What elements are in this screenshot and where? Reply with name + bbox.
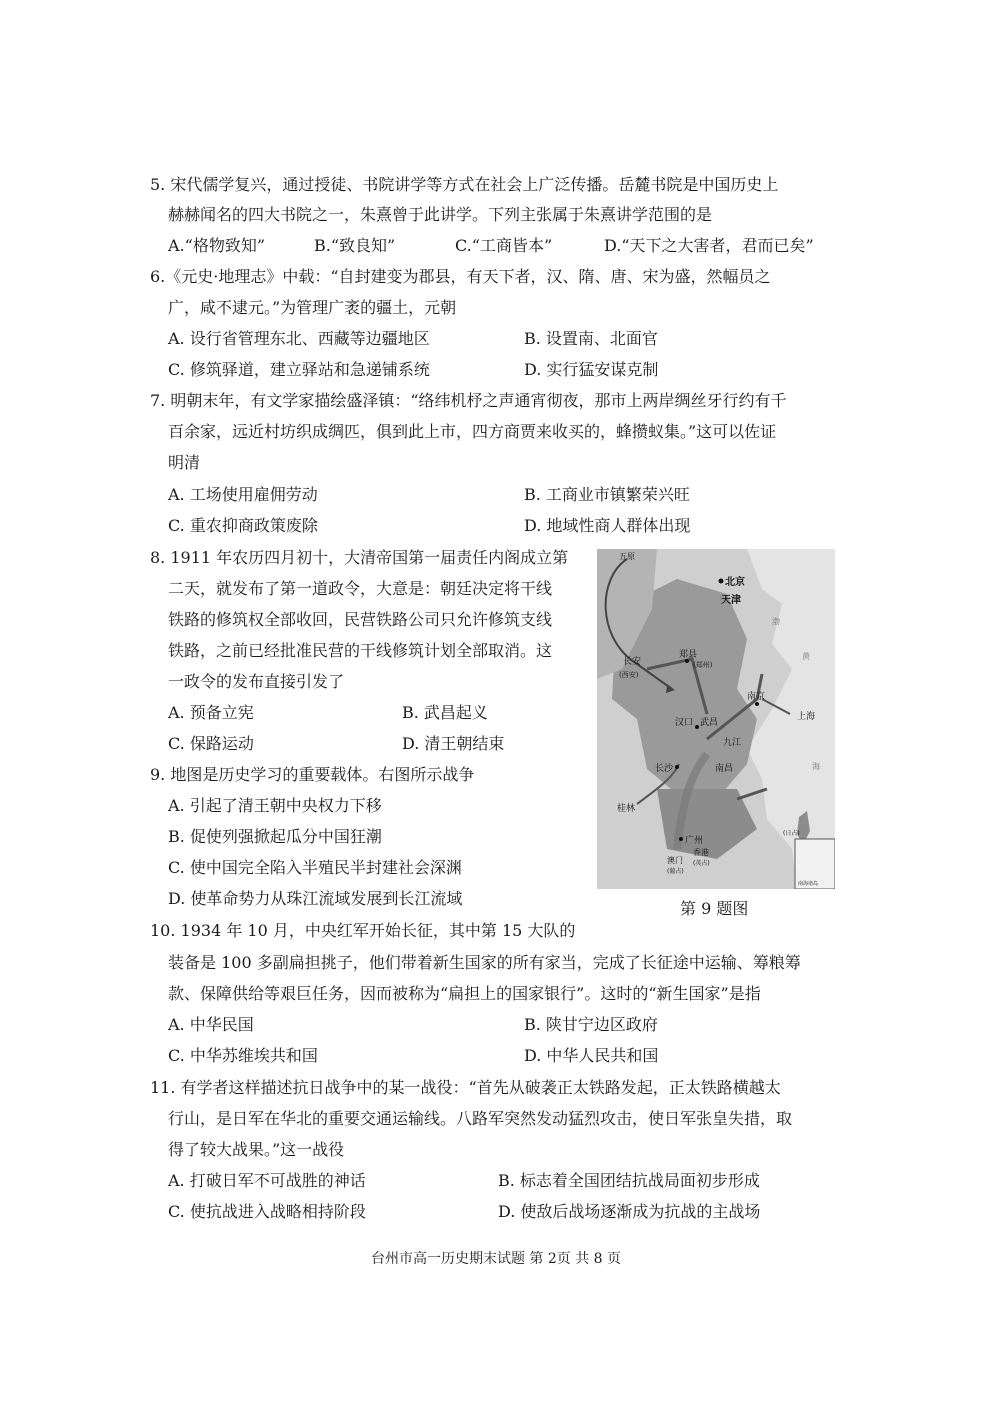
q6-stem-line-1: 6.《元史·地理志》中载：“自封建变为郡县，有天下者，汉、隋、唐、宋为盛，然幅员之 — [150, 267, 771, 286]
q7-option-c: C. 重农抑商政策废除 — [168, 516, 318, 535]
guangzhou-marker — [679, 837, 683, 841]
map-label-jiujiang: 九江 — [723, 738, 742, 748]
q8-option-a: A. 预备立宪 — [168, 703, 254, 722]
q8-stem-line-1: 8. 1911 年农历四月初十，大清帝国第一届责任内阁成立第 — [150, 548, 569, 567]
map-label-sea-1: 渤 — [772, 617, 780, 626]
q9-option-a: A. 引起了清王朝中央权力下移 — [168, 796, 382, 815]
q8-option-c: C. 保路运动 — [168, 734, 254, 753]
q11-option-a: A. 打破日军不可战胜的神话 — [168, 1171, 366, 1190]
map-label-zhengxian: 郑县 — [679, 650, 698, 660]
map-label-xianggang: 香港 — [693, 848, 709, 857]
map-label-xianggang-sub: (英占) — [693, 860, 710, 867]
q10-stem-line-3: 款、保障供给等艰巨任务，因而被称为“扁担上的国家银行”。这时的“新生国家”是指 — [168, 984, 761, 1003]
q10-stem-line-2: 装备是 100 多副扁担挑子，他们带着新生国家的所有家当，完成了长征途中运输、筹粮筹 — [168, 953, 801, 972]
q11-stem-line-2: 行山，是日军在华北的重要交通运输线。八路军突然发动猛烈攻击，使日军张皇失措，取 — [168, 1109, 793, 1128]
q5-stem-line-2: 赫赫闻名的四大书院之一，朱熹曾于此讲学。下列主张属于朱熹讲学范围的是 — [168, 205, 713, 224]
q11-stem-line-1: 11. 有学者这样描述抗日战争中的某一战役：“首先从破袭正太铁路发起，正太铁路横越太 — [150, 1078, 781, 1097]
map-caption: 第 9 题图 — [680, 899, 749, 918]
map-label-guangzhou: 广州 — [685, 836, 704, 846]
q8-stem-line-2: 二天，就发布了第一道政令，大意是：朝廷决定将干线 — [168, 579, 553, 598]
beijing-marker — [719, 579, 724, 584]
q8-stem-line-5: 一政令的发布直接引发了 — [168, 672, 345, 691]
q11-option-d: D. 使敌后战场逐渐成为抗战的主战场 — [498, 1202, 761, 1221]
map-label-tianjin: 天津 — [721, 595, 741, 606]
q9-option-c: C. 使中国完全陷入半殖民半封建社会深渊 — [168, 858, 462, 877]
q5-stem-line-1: 5. 宋代儒学复兴，通过授徒、书院讲学等方式在社会上广泛传播。岳麓书院是中国历史上 — [150, 175, 779, 194]
q7-stem-line-2: 百余家，远近村坊织成绸匹，俱到此上市，四方商贾来收买的，蜂攒蚁集。”这可以佐证 — [168, 422, 777, 441]
q9-war-map — [597, 549, 835, 889]
q5-option-a: A.“格物致知” — [168, 236, 266, 255]
map-label-taiwan-sub: (日占) — [783, 830, 800, 837]
q10-option-d: D. 中华人民共和国 — [524, 1046, 659, 1065]
map-label-wuchang: 武昌 — [700, 718, 719, 728]
wuchang-marker — [695, 725, 699, 729]
map-label-aomen: 澳门 — [667, 856, 683, 865]
q8-stem-line-4: 铁路，之前已经批准民营的干线修筑计划全部取消。这 — [168, 641, 553, 660]
q7-stem-line-1: 7. 明朝末年，有文学家描绘盛泽镇：“络纬机杼之声通宵彻夜，那市上两岸绸丝牙行约有千 — [150, 391, 787, 410]
q7-stem-line-3: 明清 — [168, 453, 201, 472]
q7-option-d: D. 地域性商人群体出现 — [524, 516, 691, 535]
map-label-xian: (西安) — [619, 671, 639, 679]
q9-stem-line-1: 9. 地图是历史学习的重要载体。右图所示战争 — [150, 765, 475, 784]
q5-option-c: C.“工商皆本” — [455, 236, 553, 255]
map-label-aomen-sub: (葡占) — [667, 868, 684, 875]
nanjing-marker — [755, 702, 759, 706]
map-label-inset: 南海诸岛 — [798, 881, 819, 887]
page-footer: 台州市高一历史期末试题 第 2页 共 8 页 — [370, 1251, 622, 1267]
q6-option-b: B. 设置南、北面官 — [524, 329, 658, 348]
map-label-nanjing: 南京 — [747, 692, 766, 702]
q9-option-d: D. 使革命势力从珠江流域发展到长江流域 — [168, 889, 463, 908]
map-label-hankou: 汉口 — [675, 718, 694, 728]
q7-option-b: B. 工商业市镇繁荣兴旺 — [524, 485, 690, 504]
map-label-sea-3: 海 — [812, 762, 820, 771]
map-label-changsha: 长沙 — [655, 764, 674, 774]
map-label-guilin: 桂林 — [617, 804, 636, 814]
q8-option-d: D. 清王朝结束 — [402, 734, 505, 753]
q5-option-d: D.“天下之大害者，君而已矣” — [604, 236, 814, 255]
map-label-wuyuan: 五原 — [619, 552, 635, 561]
q10-option-b: B. 陕甘宁边区政府 — [524, 1015, 658, 1034]
q8-option-b: B. 武昌起义 — [402, 703, 488, 722]
q6-option-c: C. 修筑驿道，建立驿站和急递铺系统 — [168, 360, 430, 379]
q6-option-d: D. 实行猛安谋克制 — [524, 360, 659, 379]
map-label-nanchang: 南昌 — [715, 764, 734, 774]
q10-option-a: A. 中华民国 — [168, 1015, 254, 1034]
q6-stem-line-2: 广，咸不逮元。”为管理广袤的疆土，元朝 — [168, 298, 457, 317]
q9-option-b: B. 促使列强掀起瓜分中国狂潮 — [168, 827, 382, 846]
q6-option-a: A. 设行省管理东北、西藏等边疆地区 — [168, 329, 430, 348]
q10-stem-line-1: 10. 1934 年 10 月，中央红军开始长征，其中第 15 大队的 — [150, 921, 576, 940]
q11-option-c: C. 使抗战进入战略相持阶段 — [168, 1202, 366, 1221]
map-label-zhengzhou: (郑州) — [693, 661, 713, 669]
changsha-marker — [675, 765, 679, 769]
q8-stem-line-3: 铁路的修筑权全部收回，民营铁路公司只允许修筑支线 — [168, 610, 553, 629]
q5-option-b: B.“致良知” — [314, 236, 396, 255]
map-label-sea-2: 黄 — [802, 652, 810, 661]
map-label-shanghai: 上海 — [797, 712, 816, 722]
q7-option-a: A. 工场使用雇佣劳动 — [168, 485, 318, 504]
q10-option-c: C. 中华苏维埃共和国 — [168, 1046, 318, 1065]
q11-stem-line-3: 得了较大战果。”这一战役 — [168, 1140, 345, 1159]
map-label-changan: 长安 — [623, 657, 642, 667]
q11-option-b: B. 标志着全国团结抗战局面初步形成 — [498, 1171, 760, 1190]
map-label-beijing: 北京 — [725, 577, 745, 588]
